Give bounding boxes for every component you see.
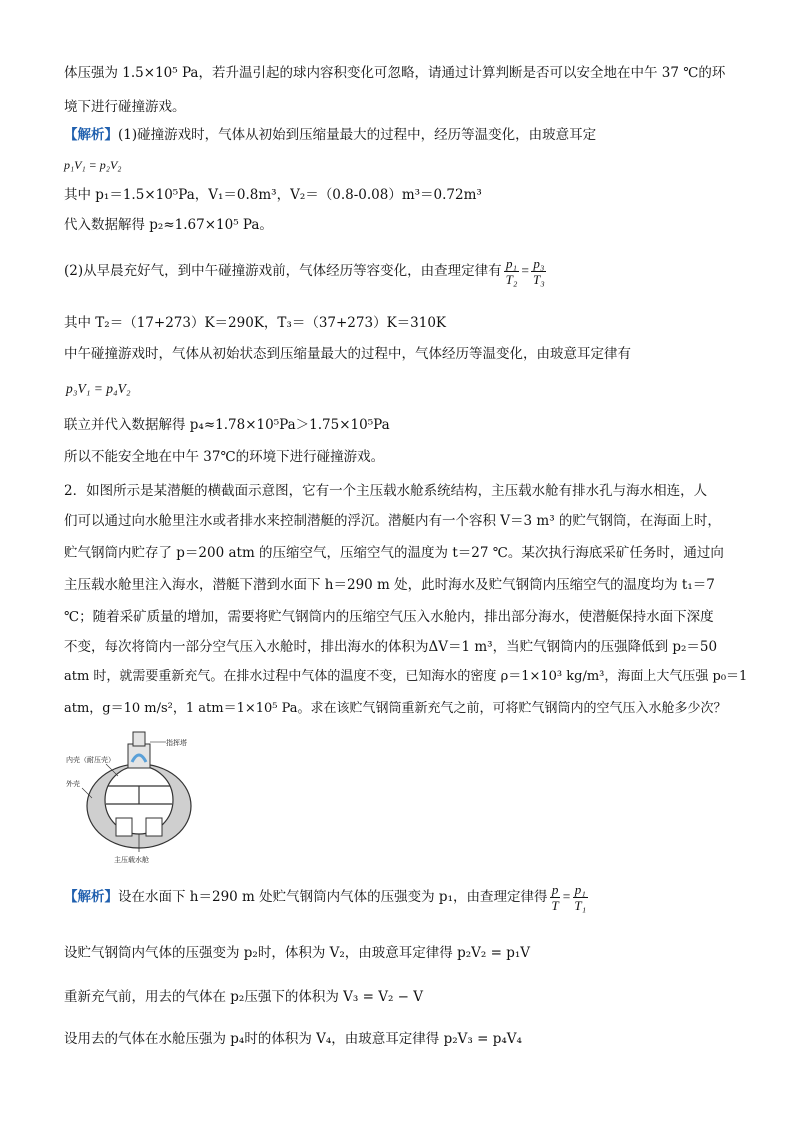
question-line: atm 时，就需要重新充气。在排水过程中气体的温度不变，已知海水的密度 ρ＝1×10³ kg/m³，海面上大气压强 p₀＝1 [64, 669, 748, 684]
label-ballast-tank: 主压载水舱 [114, 856, 149, 864]
question-line: 2．如图所示是某潜艇的横截面示意图，它有一个主压载水舱系统结构，主压载水舱有排水孔与海水相连，人 [64, 483, 708, 499]
equals-sign: = [521, 263, 529, 278]
fraction [504, 256, 520, 287]
label-outer-hull: 外壳 [66, 780, 80, 788]
denominator: T [551, 898, 559, 913]
question-line: atm，g＝10 m/s²，1 atm＝1×10⁵ Pa。求在该贮气钢筒重新充气之前，可将贮气钢筒内的空气压入水舱多少次？ [64, 701, 727, 716]
text-line: 中午碰撞游戏时，气体从初始状态到压缩量最大的过程中，气体经历等温变化，由玻意耳定律有 [64, 346, 631, 362]
equals-sign: = [562, 889, 571, 904]
denominator: T₂ [505, 272, 518, 287]
analysis-text: (1)碰撞游戏时，气体从初始到压缩量最大的过程中，经历等温变化，由玻意耳定 [118, 127, 597, 143]
numerator: p₁ [505, 256, 518, 271]
denominator: T₃ [533, 272, 545, 287]
text-line: 所以不能安全地在中午 37℃的环境下进行碰撞游戏。 [64, 449, 385, 465]
analysis-line: 设贮气钢筒内气体的压强变为 p₂时，体积为 V₂，由玻意耳定律得 p₂V₂ = p₁V [64, 945, 530, 961]
analysis-line: 重新充气前，用去的气体在 p₂压强下的体积为 V₃ = V₂ − V [64, 989, 423, 1005]
analysis-line: 设用去的气体在水舱压强为 p₄时的体积为 V₄，由玻意耳定律得 p₂V₃ = p₄V₄ [64, 1031, 522, 1047]
question-line: 不变，每次将筒内一部分空气压入水舱时，排出海水的体积为ΔV＝1 m³，当贮气钢筒内的压强降低到 p₂＝50 [64, 639, 718, 655]
label-tower: 指挥塔 [166, 739, 187, 747]
question-line: 们可以通过向水舱里注水或者排水来控制潜艇的浮沉。潜艇内有一个容积 V＝3 m³ 的贮气钢筒，在海面上时， [64, 513, 721, 529]
text-line: 境下进行碰撞游戏。 [64, 99, 186, 115]
question-line: 主压载水舱里注入海水，潜艇下潜到水面下 h＝290 m 处，此时海水及贮气钢筒内压缩空气的温度均为 t₁＝7 [64, 577, 715, 593]
text: (2)从早晨充好气，到中午碰撞游戏前，气体经历等容变化，由查理定律有 [64, 263, 502, 279]
analysis-line [64, 126, 596, 144]
ballast-tank-left [116, 818, 132, 836]
question-line: 贮气钢筒内贮存了 p＝200 atm 的压缩空气，压缩空气的温度为 t＝27 ℃。某次执行海底采矿任务时，通过向 [64, 545, 724, 561]
formula: p₁V₁ = p₂V₂ [64, 158, 122, 172]
text-line: 其中 T₂＝（17+273）K＝290K，T₃＝（37+273）K＝310K [64, 315, 447, 331]
analysis-line-with-fraction [64, 880, 590, 914]
fraction [531, 256, 547, 287]
numerator: p₃ [533, 256, 545, 271]
numerator: p₁ [574, 882, 586, 897]
periscope-shape [133, 732, 145, 746]
text-line: 其中 p₁＝1.5×10⁵Pa，V₁＝0.8m³，V₂＝（0.8-0.08）m³＝0.72m³ [64, 187, 482, 203]
analysis-text: 设在水面下 h＝290 m 处贮气钢筒内气体的压强变为 p₁，由查理定律得 [118, 889, 548, 905]
text-line: 代入数据解得 p₂≈1.67×10⁵ Pa。 [64, 217, 273, 233]
text-line: 体压强为 1.5×10⁵ Pa，若升温引起的球内容积变化可忽略，请通过计算判断是否可以安全地在中午 37 ℃的环 [64, 65, 726, 81]
numerator: p [551, 882, 559, 897]
label-inner-hull: 内壳（耐压壳） [66, 756, 115, 764]
fraction [572, 882, 588, 913]
fraction [549, 882, 560, 913]
submarine-cross-section-diagram [66, 726, 196, 866]
analysis-tag: 【解析】 [64, 127, 118, 143]
denominator: T₁ [574, 898, 587, 913]
question-line: ℃；随着采矿质量的增加，需要将贮气钢筒内的压缩空气压入水舱内，排出部分海水，使潜艇保持水面下深度 [64, 609, 714, 625]
formula: p₃V₁ = p₄V₂ [66, 381, 131, 396]
text-line-with-fraction [64, 254, 549, 288]
analysis-tag: 【解析】 [64, 889, 118, 905]
ballast-tank-right [146, 818, 162, 836]
text-line: 联立并代入数据解得 p₄≈1.78×10⁵Pa＞1.75×10⁵Pa [64, 417, 390, 433]
